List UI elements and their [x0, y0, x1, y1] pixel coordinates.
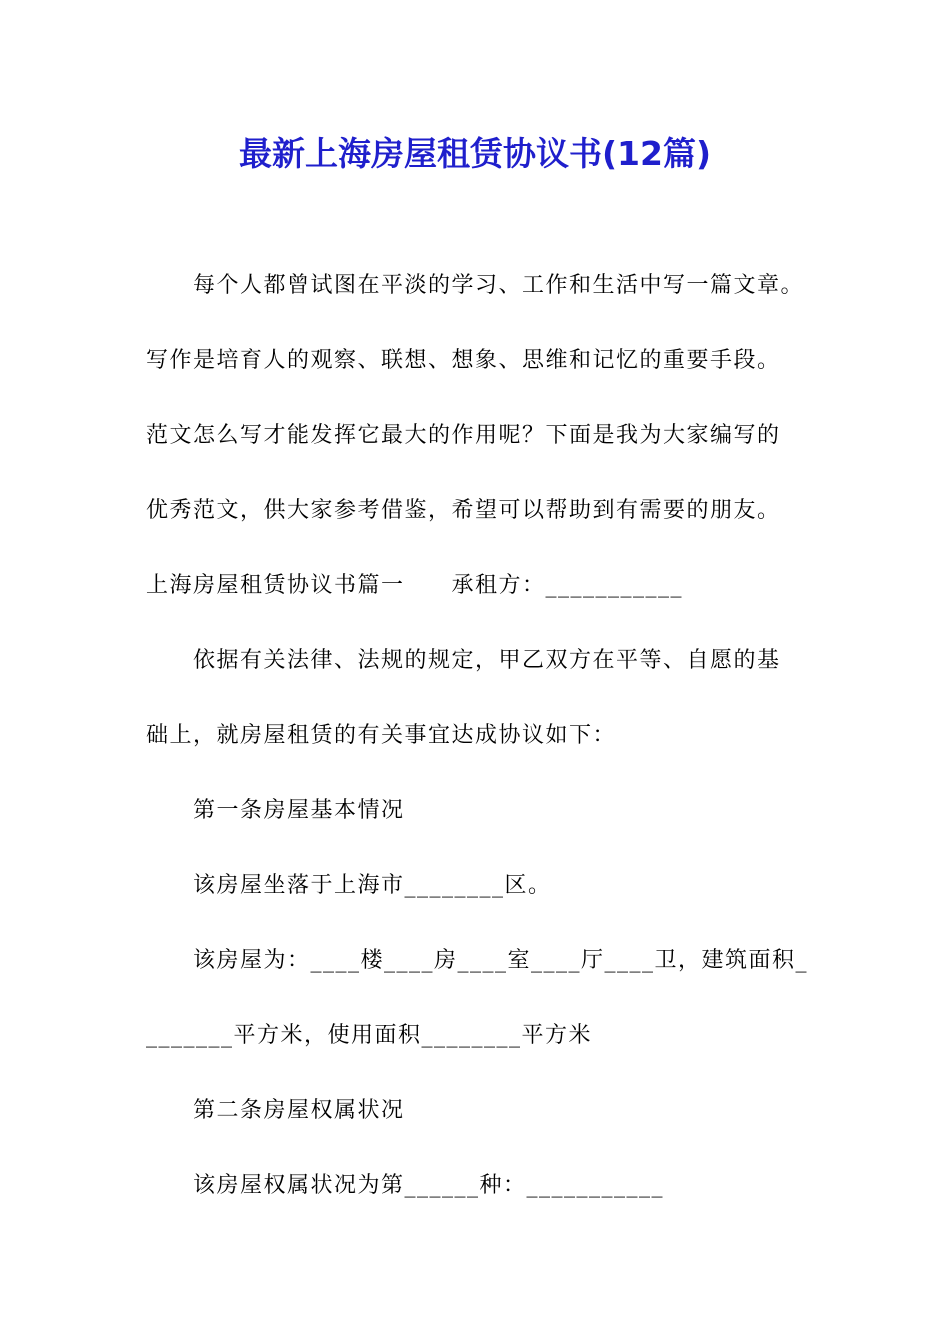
paragraph-line-13: 该房屋权属状况为第______种：___________: [193, 1173, 665, 1198]
paragraph-line-4: 优秀范文，供大家参考借鉴，希望可以帮助到有需要的朋友。: [146, 498, 781, 523]
document-title: 最新上海房屋租赁协议书(12篇): [238, 134, 712, 173]
paragraph-line-2: 写作是培育人的观察、联想、想象、思维和记忆的重要手段。: [146, 348, 781, 373]
paragraph-line-3: 范文怎么写才能发挥它最大的作用呢？下面是我为大家编写的: [146, 423, 781, 448]
paragraph-line-11: _______平方米，使用面积________平方米: [146, 1023, 593, 1048]
article-heading-2: 第二条房屋权属状况: [193, 1098, 405, 1123]
paragraph-line-10: 该房屋为：____楼____房____室____厅____卫，建筑面积_: [193, 948, 809, 973]
section-heading-line: 上海房屋租赁协议书篇一 承租方：___________: [146, 573, 684, 598]
paragraph-line-7: 础上，就房屋租赁的有关事宜达成协议如下：: [146, 723, 617, 748]
article-heading-1: 第一条房屋基本情况: [193, 798, 405, 823]
paragraph-line-6: 依据有关法律、法规的规定，甲乙双方在平等、自愿的基: [193, 648, 781, 673]
paragraph-line-9: 该房屋坐落于上海市________区。: [193, 873, 552, 898]
paragraph-line-1: 每个人都曾试图在平淡的学习、工作和生活中写一篇文章。: [193, 273, 805, 298]
